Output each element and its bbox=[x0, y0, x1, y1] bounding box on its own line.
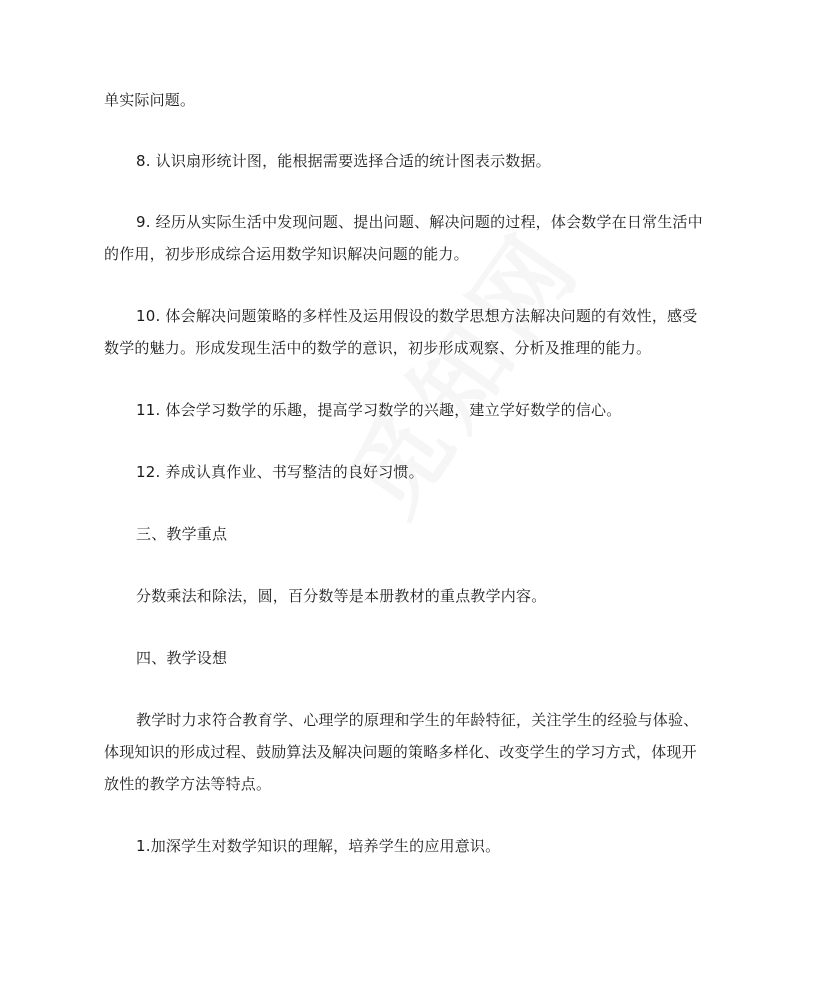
list-item-10: 10. 体会解决问题策略的多样性及运用假设的数学思想方法解决问题的有效性，感受 bbox=[136, 307, 698, 325]
paragraph: 教学时力求符合教育学、心理学的原理和学生的年龄特征，关注学生的经验与体验、 bbox=[136, 711, 699, 729]
paragraph: 分数乘法和除法，圆，百分数等是本册教材的重点教学内容。 bbox=[136, 587, 547, 605]
section-heading-4: 四、教学设想 bbox=[136, 649, 228, 667]
paragraph-cont: 放性的教学方法等特点。 bbox=[104, 775, 272, 793]
list-item-1: 1.加深学生对数学知识的理解，培养学生的应用意识。 bbox=[136, 837, 501, 855]
text-line: 单实际问题。 bbox=[104, 91, 196, 109]
paragraph-cont: 体现知识的形成过程、鼓励算法及解决问题的策略多样化、改变学生的学习方式，体现开 bbox=[104, 743, 697, 761]
list-item-8: 8. 认识扇形统计图，能根据需要选择合适的统计图表示数据。 bbox=[136, 152, 551, 170]
list-item-12: 12. 养成认真作业、书写整洁的良好习惯。 bbox=[136, 463, 424, 481]
section-heading-3: 三、教学重点 bbox=[136, 525, 228, 543]
list-item-10-cont: 数学的魅力。形成发现生活中的数学的意识，初步形成观察、分析及推理的能力。 bbox=[104, 339, 652, 357]
list-item-9-cont: 的作用，初步形成综合运用数学知识解决问题的能力。 bbox=[104, 245, 469, 263]
list-item-11: 11. 体会学习数学的乐趣，提高学习数学的兴趣，建立学好数学的信心。 bbox=[136, 401, 622, 419]
list-item-9: 9. 经历从实际生活中发现问题、提出问题、解决问题的过程，体会数学在日常生活中 bbox=[136, 213, 703, 231]
